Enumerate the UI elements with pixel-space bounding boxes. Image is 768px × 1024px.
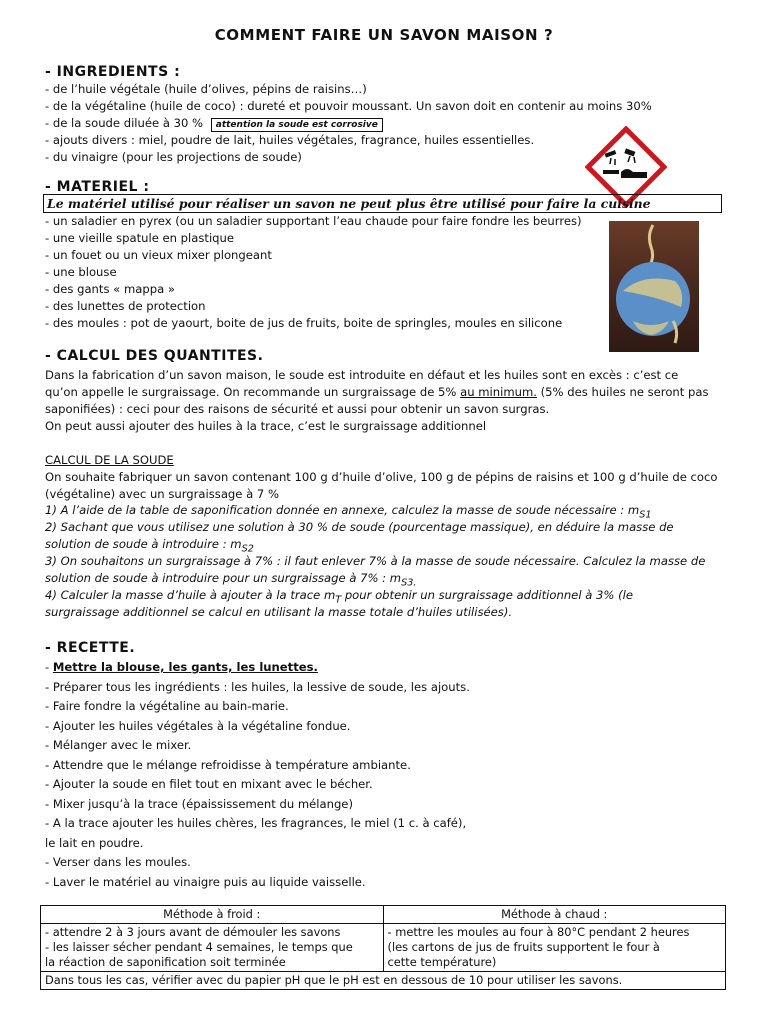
hot-method-line: - mettre les moules au four à 80°C pendant 2 heures [387, 925, 690, 939]
subscript: T [335, 594, 342, 606]
methods-footer: Dans tous les cas, vérifier avec du papier pH que le pH est en dessous de 10 pour utiliser les savons. [41, 972, 726, 990]
ingredients-heading: - INGREDIENTS : [45, 64, 181, 80]
subscript: S1 [639, 509, 652, 521]
materiel-item: - une vieille spatule en plastique [45, 231, 235, 245]
table-row [41, 924, 726, 972]
calcul-paragraph-line: Dans la fabrication d’un savon maison, le soude est introduite en défaut et les huiles sont en excès : c’est ce [45, 368, 679, 382]
calcul-paragraph-line [45, 385, 709, 400]
text-span: pour obtenir un surgraissage additionnel à 3% (le [341, 588, 633, 602]
question-3: 3) On souhaitons un surgraissage à 7% : il faut enlever 7% à la masse de soude nécessaire. Calculez la masse de [45, 554, 706, 568]
calcul-paragraph-line: saponifiées) : ceci pour des raisons de sécurité et aussi pour obtenir un savon surgras. [45, 402, 550, 416]
materiel-item: - un fouet ou un vieux mixer plongeant [45, 248, 272, 262]
ingredient-item: - ajouts divers : miel, poudre de lait, huiles végétales, fragrance, huiles essentielles. [45, 133, 535, 147]
subscript: S3. [401, 577, 417, 589]
hot-method-line: (les cartons de jus de fruits supportent le four à [387, 940, 660, 954]
cold-method-header: Méthode à froid : [41, 906, 384, 924]
subscript: S2 [241, 543, 254, 555]
soap-ball-illustration [609, 221, 699, 352]
table-row [41, 906, 726, 924]
soude-line: On souhaite fabriquer un savon contenant 100 g d’huile d’olive, 100 g de pépins de raisins et 100 g d’huile de coco [45, 470, 718, 484]
recette-step: - Faire fondre la végétaline au bain-marie. [45, 699, 289, 713]
recette-step: - Ajouter les huiles végétales à la végétaline fondue. [45, 719, 351, 733]
recette-step: - A la trace ajouter les huiles chères, les fragrances, le miel (1 c. à café), [45, 816, 467, 830]
recette-step: - Mélanger avec le mixer. [45, 738, 192, 752]
soda-warning-box: attention la soude est corrosive [211, 118, 383, 132]
safety-instruction: Mettre la blouse, les gants, les lunettes. [52, 660, 318, 674]
calcul-paragraph-line: On peut aussi ajouter des huiles à la trace, c’est le surgraissage additionnel [45, 419, 487, 433]
text-span: (5% des huiles ne seront pas [536, 385, 709, 399]
recette-step: - Laver le matériel au vinaigre puis au liquide vaisselle. [45, 875, 366, 889]
page-title: COMMENT FAIRE UN SAVON MAISON ? [214, 26, 554, 44]
recette-step: - Mixer jusqu’à la trace (épaississement du mélange) [45, 797, 353, 811]
recette-step-safety [45, 660, 318, 675]
ingredient-item: - du vinaigre (pour les projections de soude) [45, 150, 302, 164]
hot-method-cell [383, 924, 726, 972]
text-span: solution de soude à introduire : m [45, 537, 242, 551]
recette-step: - Ajouter la soude en filet tout en mixant avec le bécher. [45, 777, 373, 791]
materiel-item: - un saladier en pyrex (ou un saladier supportant l’eau chaude pour faire fondre les beurres) [45, 214, 582, 228]
ingredient-item-text: - de la soude diluée à 30 % [45, 116, 204, 130]
ingredient-item: - de la végétaline (huile de coco) : dureté et pouvoir moussant. Un savon doit en contenir au moins 30% [45, 99, 652, 113]
materiel-item: - une blouse [45, 265, 117, 279]
text-span: - [45, 660, 53, 674]
text-span: 4) Calculer la masse d’huile à ajouter à la trace m [45, 588, 336, 602]
soude-heading: CALCUL DE LA SOUDE [45, 453, 174, 467]
materiel-item: - des lunettes de protection [45, 299, 206, 313]
recette-step: le lait en poudre. [45, 836, 144, 850]
text-span: solution de soude à introduire pour un surgraissage à 7% : m [45, 571, 402, 585]
text-span: 1) A l’aide de la table de saponification donnée en annexe, calculez la masse de soude nécessaire : m [45, 503, 640, 517]
recette-step: - Préparer tous les ingrédients : les huiles, la lessive de soude, les ajouts. [45, 680, 470, 694]
recette-step: - Attendre que le mélange refroidisse à température ambiante. [45, 758, 411, 772]
table-row [41, 972, 726, 990]
materiel-warning: Le matériel utilisé pour réaliser un savon ne peut plus être utilisé pour faire la cuisine [43, 194, 722, 213]
ingredient-item: - de l’huile végétale (huile d’olives, pépins de raisins…) [45, 82, 367, 96]
soude-line: (végétaline) avec un surgraissage à 7 % [45, 487, 279, 501]
text-span: qu’on appelle le surgraissage. On recommande un surgraissage de 5% [45, 385, 461, 399]
ingredient-item [45, 116, 383, 132]
question-2: 2) Sachant que vous utilisez une solution à 30 % de soude (pourcentage massique), en déduire la masse de [45, 520, 674, 534]
methods-table [40, 905, 726, 990]
underlined-text: au minimum. [460, 385, 537, 399]
recette-heading: - RECETTE. [45, 640, 136, 656]
question-4-cont: surgraissage additionnel se calcul en utilisant la masse totale d’huiles utilisées). [45, 605, 513, 619]
cold-method-line: - les laisser sécher pendant 4 semaines, le temps que [45, 940, 353, 954]
cold-method-cell [41, 924, 384, 972]
cold-method-line: - attendre 2 à 3 jours avant de démouler les savons [45, 925, 341, 939]
materiel-item: - des gants « mappa » [45, 282, 175, 296]
materiel-item: - des moules : pot de yaourt, boite de jus de fruits, boite de springles, moules en silicone [45, 316, 563, 330]
cold-method-line: la réaction de saponification soit terminée [45, 955, 286, 969]
calcul-heading: - CALCUL DES QUANTITES. [45, 348, 264, 364]
soap-ball-photo [609, 221, 699, 352]
hot-method-header: Méthode à chaud : [383, 906, 726, 924]
hot-method-line: cette température) [387, 955, 497, 969]
recette-step: - Verser dans les moules. [45, 855, 191, 869]
materiel-heading: - MATERIEL : [45, 179, 150, 195]
